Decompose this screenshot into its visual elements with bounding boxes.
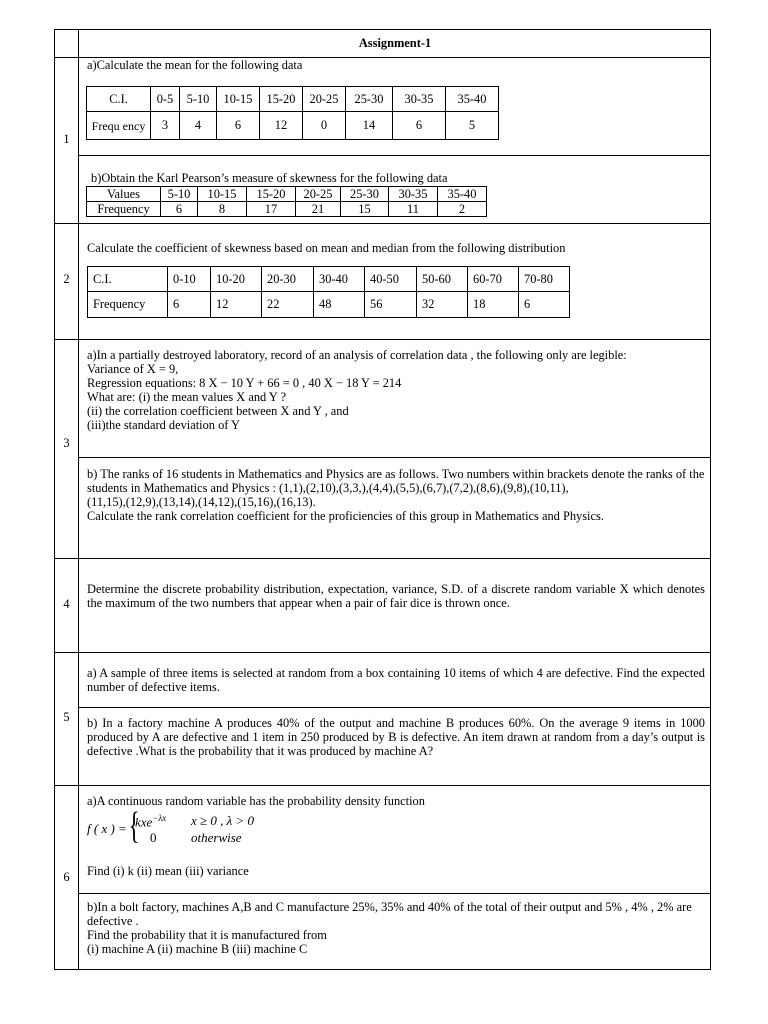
question-number: 5 <box>63 710 70 724</box>
q3a-line: Regression equations: 8 X − 10 Y + 66 = 0 , 40 X − 18 Y = 214 <box>87 376 402 390</box>
subrow-divider <box>79 707 711 708</box>
table-cell: 20-30 <box>262 267 314 292</box>
q3a-line: Variance of X = 9, <box>87 362 179 376</box>
q3b-line: b) The ranks of 16 students in Mathematics and Physics are as follows. Two numbers within brackets denote the ranks of the students in Mathematics and Physics : (1,1),(2,10),(3,3,),(4,4),(5,5),(6,7),(7,2),(8,6),(9,8),(10,11), <box>87 467 705 495</box>
left-brace: { <box>128 805 140 847</box>
table-cell: 30-35 <box>389 187 438 202</box>
table-cell: 5 <box>446 112 499 140</box>
formula-case1 <box>135 813 166 830</box>
page-title: Assignment-1 <box>358 36 432 50</box>
table-cell: 4 <box>180 112 217 140</box>
table-cell: 6 <box>168 292 211 318</box>
table-row-label: Frequency <box>88 292 168 318</box>
table-cell: 3 <box>151 112 180 140</box>
subrow-divider <box>79 893 711 894</box>
case1-base: kxe <box>135 814 153 830</box>
table-cell: 48 <box>314 292 365 318</box>
q1b-table <box>86 186 487 217</box>
table-cell: 15-20 <box>247 187 296 202</box>
formula-cond1: x ≥ 0 , λ > 0 <box>191 813 255 828</box>
q1b-text: b)Obtain the Karl Pearson’s measure of skewness for the following data <box>91 171 448 185</box>
table-cell: 5-10 <box>180 87 217 112</box>
formula-case2: 0 <box>150 830 157 845</box>
table-cell: 15 <box>341 202 389 217</box>
q1a-table <box>86 86 499 140</box>
row-divider <box>54 785 711 786</box>
table-cell: 50-60 <box>417 267 468 292</box>
table-row-label: Frequ ency <box>87 112 151 140</box>
q6b-line: (i) machine A (ii) machine B (iii) machine C <box>87 942 308 956</box>
question-number: 1 <box>63 132 70 146</box>
table-header-label: Values <box>87 187 161 202</box>
table-cell: 10-20 <box>211 267 262 292</box>
question-number: 2 <box>63 272 70 286</box>
table-cell: 10-15 <box>217 87 260 112</box>
table-cell: 6 <box>393 112 446 140</box>
table-cell: 18 <box>468 292 519 318</box>
pdf-formula <box>87 805 307 852</box>
table-cell: 6 <box>519 292 570 318</box>
q4-text: Determine the discrete probability distribution, expectation, variance, S.D. of a discrete random variable X which denotes the maximum of the two numbers that appear when a pair of fair dice is thrown once. <box>87 582 705 610</box>
q6a-text: a)A continuous random variable has the probability density function <box>87 794 425 808</box>
q3b-line: (11,15),(12,9),(13,14),(14,12),(15,16),(16,13). <box>87 495 316 509</box>
q1a-text: a)Calculate the mean for the following data <box>87 58 303 72</box>
question-number: 4 <box>63 597 70 611</box>
table-header-label: C.I. <box>88 267 168 292</box>
q3b-line: Calculate the rank correlation coefficient for the proficiencies of this group in Mathematics and Physics. <box>87 509 604 523</box>
table-cell: 25-30 <box>346 87 393 112</box>
row-divider <box>54 652 711 653</box>
table-cell: 30-40 <box>314 267 365 292</box>
row-divider <box>54 223 711 224</box>
table-cell: 12 <box>260 112 303 140</box>
q3a-line: What are: (i) the mean values X and Y ? <box>87 390 286 404</box>
table-cell: 30-35 <box>393 87 446 112</box>
q5b-text: b) In a factory machine A produces 40% of the output and machine B produces 60%. On the average 9 items in 1000 produced by A are defective and 1 item in 250 produced by B is defective. An item drawn at random from a day’s output is defective .What is the probability that it was produced by machine A? <box>87 716 705 758</box>
question-number: 6 <box>63 870 70 884</box>
row-divider <box>54 558 711 559</box>
table-cell: 12 <box>211 292 262 318</box>
q2-text: Calculate the coefficient of skewness based on mean and median from the following distribution <box>87 241 566 255</box>
table-cell: 21 <box>296 202 341 217</box>
subrow-divider <box>79 457 711 458</box>
question-number: 3 <box>63 436 70 450</box>
case1-exponent: −λx <box>152 813 167 823</box>
formula-lhs: f ( x ) = <box>87 821 127 836</box>
table-cell: 56 <box>365 292 417 318</box>
table-cell: 22 <box>262 292 314 318</box>
table-cell: 35-40 <box>446 87 499 112</box>
table-cell: 70-80 <box>519 267 570 292</box>
q6b-line: Find the probability that it is manufactured from <box>87 928 327 942</box>
q3a-text <box>87 348 705 432</box>
table-cell: 0-10 <box>168 267 211 292</box>
q6b-line: b)In a bolt factory, machines A,B and C manufacture 25%, 35% and 40% of the total of their output and 5% , 4% , 2% are defective . <box>87 900 692 928</box>
table-cell: 17 <box>247 202 296 217</box>
q3a-line: (iii)the standard deviation of Y <box>87 418 241 432</box>
table-cell: 15-20 <box>260 87 303 112</box>
table-cell: 20-25 <box>296 187 341 202</box>
q6-find-text: Find (i) k (ii) mean (iii) variance <box>87 864 249 878</box>
table-cell: 32 <box>417 292 468 318</box>
table-header-label: C.I. <box>87 87 151 112</box>
q6b-text <box>87 900 705 956</box>
table-cell: 11 <box>389 202 438 217</box>
q3b-text <box>87 467 705 523</box>
table-cell: 0-5 <box>151 87 180 112</box>
q3a-line: a)In a partially destroyed laboratory, record of an analysis of correlation data , the following only are legible: <box>87 348 627 362</box>
number-column-divider <box>78 29 79 970</box>
row-divider <box>54 339 711 340</box>
subrow-divider <box>79 155 711 156</box>
q3a-line: (ii) the correlation coefficient between X and Y , and <box>87 404 349 418</box>
table-cell: 6 <box>161 202 198 217</box>
table-cell: 2 <box>438 202 487 217</box>
table-cell: 6 <box>217 112 260 140</box>
table-cell: 5-10 <box>161 187 198 202</box>
q2-table <box>87 266 570 318</box>
table-cell: 60-70 <box>468 267 519 292</box>
table-cell: 0 <box>303 112 346 140</box>
table-cell: 35-40 <box>438 187 487 202</box>
table-cell: 8 <box>198 202 247 217</box>
table-cell: 20-25 <box>303 87 346 112</box>
table-cell: 25-30 <box>341 187 389 202</box>
table-row-label: Frequency <box>87 202 161 217</box>
formula-cond2: otherwise <box>191 830 242 845</box>
table-cell: 40-50 <box>365 267 417 292</box>
table-cell: 14 <box>346 112 393 140</box>
table-cell: 10-15 <box>198 187 247 202</box>
q5a-text: a) A sample of three items is selected at random from a box containing 10 items of which 4 are defective. Find the expected number of defective items. <box>87 666 705 694</box>
